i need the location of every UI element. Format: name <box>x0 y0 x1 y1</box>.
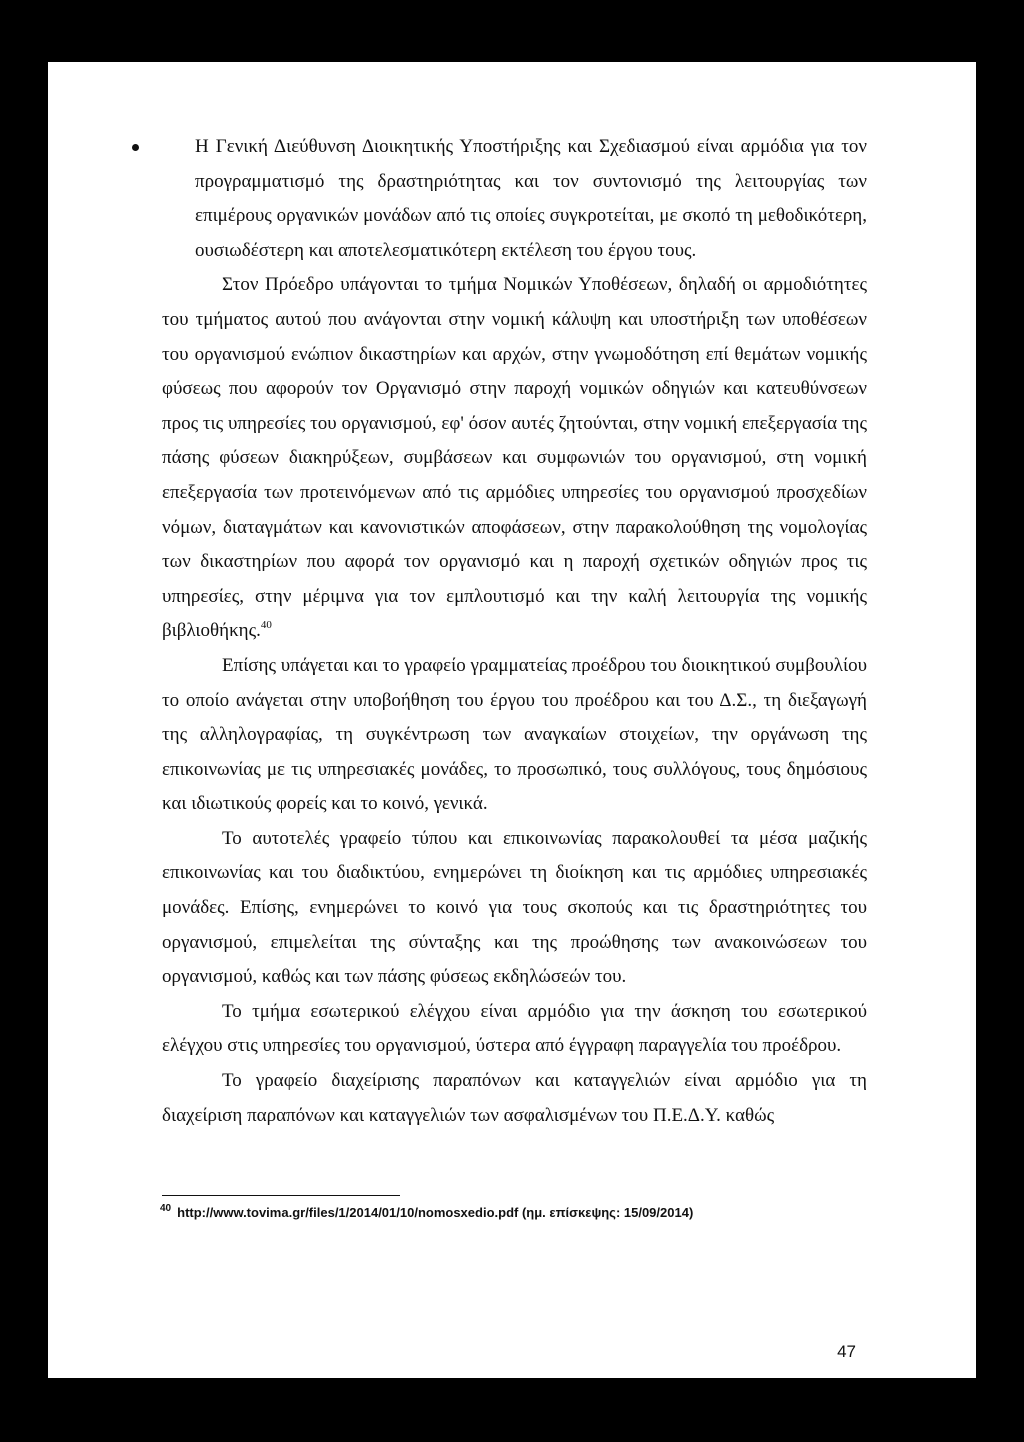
paragraph-complaints-office: Το γραφείο διαχείρισης παραπόνων και καταγγελιών είναι αρμόδιο για τη διαχείριση παραπόνων και καταγγελιών των ασφαλισμένων του Π.Ε.Δ.Υ. καθώς <box>162 1070 867 1126</box>
bullet-paragraph: Η Γενική Διεύθυνση Διοικητικής Υποστήριξης και Σχεδιασμού είναι αρμόδια για τον προγραμματισμό της δραστηριότητας και τον συντονισμό της λειτουργίας των επιμέρους οργανικών μονάδων από τις οποίες συγκροτείται, με σκοπό τη μεθοδικότερη, ουσιωδέστερη και αποτελεσματικότερη εκτέλεση του έργου τους. <box>195 136 867 261</box>
paragraph-secretariat: Επίσης υπάγεται και το γραφείο γραμματείας προέδρου του διοικητικού συμβουλίου το οποίο ανάγεται στην υποβοήθηση του έργου του προέδρου και του Δ.Σ., τη διεξαγωγή της αλληλογραφίας, τη συγκέντρωση των αναγκαίων στοιχείων, την οργάνωση της επικοινωνίας με τις υπηρεσιακές μονάδες, το προσωπικό, τους συλλόγους, τους δημόσιους και ιδιωτικούς φορείς και το κοινό, γενικά. <box>162 654 867 815</box>
body-text <box>162 130 867 1133</box>
footnote-divider <box>162 1195 400 1196</box>
bullet-item <box>162 130 867 268</box>
footnote-text: http://www.tovima.gr/files/1/2014/01/10/nomosxedio.pdf (ημ. επίσκεψης: 15/09/2014) <box>177 1205 694 1220</box>
footnote <box>160 1203 860 1220</box>
paragraph-internal-audit: Το τμήμα εσωτερικού ελέγχου είναι αρμόδιο για την άσκηση του εσωτερικού ελέγχου στις υπηρεσίες του οργανισμού, ύστερα από έγγραφη παραγγελία του προέδρου. <box>162 1000 867 1057</box>
paragraph-legal-department-text: Στον Πρόεδρο υπάγονται το τμήμα Νομικών Υποθέσεων, δηλαδή οι αρμοδιότητες του τμήματος αυτού που ανάγονται στην νομική κάλυψη και υποστήριξη των υποθέσεων του οργανισμού ενώπιον δικαστηρίων και αρχών, στην γνωμοδότηση επί θεμάτων νομικής φύσεως που αφορούν τον Οργανισμό στην παροχή νομικών οδηγιών και κατευθύνσεων προς τις υπηρεσίες του οργανισμού, εφ' όσον αυτές ζητούνται, στην νομική επεξεργασία της πάσης φύσεων διακηρύξεων, συμβάσεων και συμφωνιών του οργανισμού, στη νομική επεξεργασία των προτεινόμενων από τις αρμόδιες υπηρεσίες του οργανισμού προσχεδίων νόμων, διαταγμάτων και κανονιστικών αποφάσεων, στην παρακολούθηση της νομολογίας των δικαστηρίων που αφορά τον οργανισμό και η παροχή σχετικών οδηγιών προς τις υπηρεσίες, στην μέριμνα για τον εμπλουτισμό και την καλή λειτουργία της νομικής βιβλιοθήκης. <box>162 274 867 642</box>
page-number: 47 <box>837 1342 856 1361</box>
footnote-number: 40 <box>160 1203 172 1214</box>
footnote-reference: 40 <box>260 619 272 632</box>
bullet-icon <box>132 144 139 151</box>
paragraph-press-office: Το αυτοτελές γραφείο τύπου και επικοινωνίας παρακολουθεί τα μέσα μαζικής επικοινωνίας και του διαδικτύου, ενημερώνει τη διοίκηση και τις αρμόδιες υπηρεσιακές μονάδες. Επίσης, ενημερώνει το κοινό για τους σκοπούς και τις δραστηριότητες του οργανισμού, επιμελείται της σύνταξης και της προώθησης των ανακοινώσεων του οργανισμού, καθώς και των πάσης φύσεως εκδηλώσεών του. <box>162 827 867 988</box>
paragraph-legal-department <box>162 268 867 649</box>
